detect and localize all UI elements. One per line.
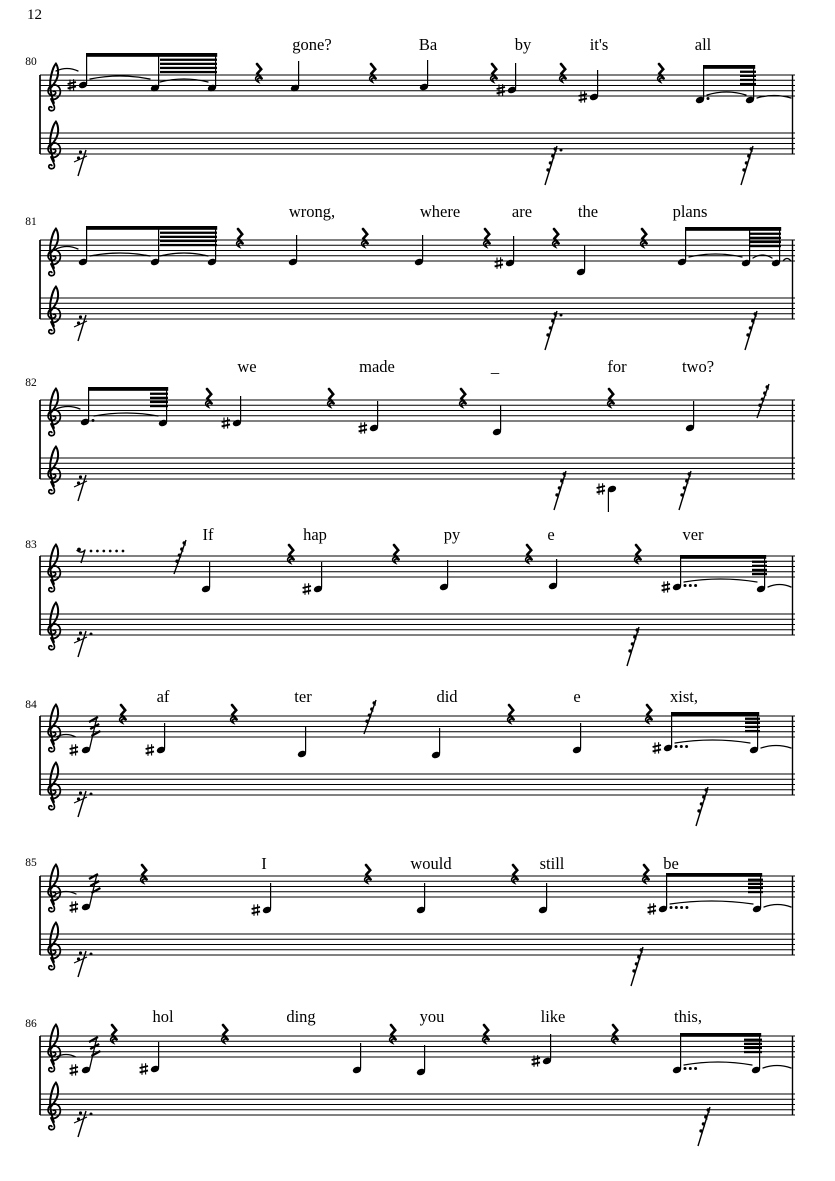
- page-number: 12: [27, 7, 42, 23]
- svg-text:be: be: [663, 854, 679, 873]
- measure-number: [25, 56, 37, 68]
- svg-text:xist,: xist,: [670, 687, 698, 706]
- staves: [40, 865, 795, 970]
- svg-text:by: by: [514, 35, 532, 54]
- svg-text:81: 81: [25, 216, 37, 228]
- measure-number: [25, 539, 37, 551]
- measure-number: [25, 216, 37, 228]
- lower-voice: [74, 787, 708, 826]
- svg-text:af: af: [156, 687, 170, 706]
- staves: [40, 1025, 795, 1130]
- system-85: [25, 854, 795, 986]
- upper-voice: [56, 53, 791, 104]
- svg-text:86: 86: [25, 1018, 37, 1030]
- upper-voice: [77, 540, 791, 595]
- lyrics-row: [237, 357, 714, 376]
- svg-text:_: _: [490, 357, 500, 376]
- svg-text:the: the: [577, 202, 599, 221]
- svg-text:83: 83: [25, 539, 37, 551]
- svg-text:82: 82: [25, 377, 37, 389]
- lyrics-row: [203, 525, 705, 544]
- staves: [40, 389, 795, 494]
- measure-number: [25, 857, 37, 869]
- lower-voice: [74, 627, 639, 666]
- svg-text:ter: ter: [294, 687, 312, 706]
- svg-text:plans: plans: [672, 202, 708, 221]
- svg-text:85: 85: [25, 857, 37, 869]
- measure-number: [25, 1018, 37, 1030]
- lyrics-row: [157, 687, 698, 706]
- svg-text:it's: it's: [589, 35, 609, 54]
- svg-text:e: e: [547, 525, 555, 544]
- lower-voice: [74, 146, 753, 185]
- system-84: [25, 687, 795, 826]
- system-83: [25, 525, 795, 666]
- upper-voice: [56, 226, 791, 276]
- upper-voice: [56, 1025, 791, 1076]
- svg-text:where: where: [419, 202, 461, 221]
- lower-voice: [74, 471, 691, 512]
- system-86: [25, 1007, 795, 1146]
- svg-text:still: still: [539, 854, 565, 873]
- measure-number: [25, 377, 37, 389]
- svg-text:all: all: [694, 35, 712, 54]
- system-81: [25, 202, 795, 350]
- svg-text:are: are: [511, 202, 533, 221]
- svg-text:would: would: [410, 854, 452, 873]
- lower-voice: [74, 1107, 710, 1146]
- measure-number: [25, 699, 37, 711]
- svg-text:If: If: [202, 525, 214, 544]
- svg-text:e: e: [573, 687, 581, 706]
- svg-text:ver: ver: [682, 525, 704, 544]
- svg-text:hap: hap: [303, 525, 327, 544]
- svg-text:Ba: Ba: [418, 35, 438, 54]
- svg-text:gone?: gone?: [292, 35, 332, 54]
- svg-text:80: 80: [25, 56, 37, 68]
- staves: [40, 705, 795, 810]
- staves: [40, 545, 795, 650]
- svg-text:wrong,: wrong,: [288, 202, 336, 221]
- svg-text:you: you: [419, 1007, 445, 1026]
- staves: [40, 229, 795, 334]
- lyrics-row: [289, 202, 708, 221]
- system-82: [25, 357, 795, 512]
- svg-text:84: 84: [25, 699, 37, 711]
- upper-voice: [56, 700, 791, 759]
- svg-text:like: like: [540, 1007, 566, 1026]
- svg-text:ding: ding: [286, 1007, 316, 1026]
- lyrics-row: [292, 35, 711, 54]
- svg-text:made: made: [359, 357, 395, 376]
- lower-voice: [74, 311, 757, 350]
- svg-text:for: for: [607, 357, 627, 376]
- svg-text:we: we: [237, 357, 257, 376]
- lower-voice: [74, 947, 643, 986]
- svg-text:I: I: [261, 854, 267, 873]
- lyrics-row: [261, 854, 679, 873]
- svg-text:two?: two?: [681, 357, 715, 376]
- svg-text:py: py: [443, 525, 461, 544]
- svg-text:did: did: [436, 687, 458, 706]
- staves: [40, 64, 795, 169]
- svg-text:this,: this,: [674, 1007, 702, 1026]
- svg-text:hol: hol: [152, 1007, 174, 1026]
- system-80: [25, 35, 795, 185]
- lyrics-row: [152, 1007, 702, 1026]
